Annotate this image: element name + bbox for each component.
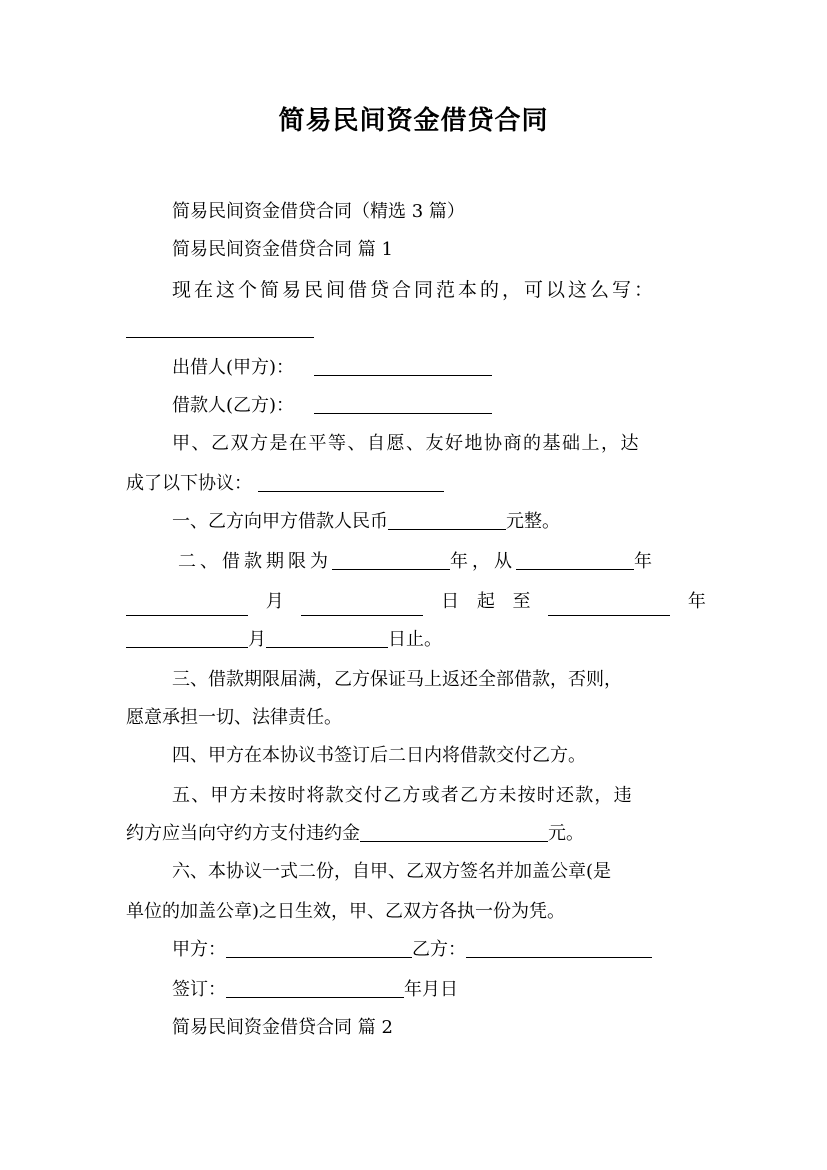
clause-2-year-char: 年: [634, 551, 656, 572]
clause-5-suffix: 元。: [548, 823, 584, 844]
clause-5-penalty-blank: [360, 823, 548, 842]
party-a-label: 甲方：: [172, 939, 226, 960]
lender-line: [126, 354, 752, 382]
clause-1-prefix: 一、乙方向甲方借款人民币: [172, 511, 388, 532]
signed-label: 签订：: [172, 979, 226, 1000]
clause-5-line-1: 五、甲方未按时将款交付乙方或者乙方未按时还款，违: [172, 785, 633, 806]
agreement-blank: [258, 473, 444, 492]
intro-blank-line: [126, 319, 314, 338]
clause-2-end-year-blank: [548, 597, 670, 616]
clause-5-line-2: [126, 820, 706, 848]
borrower-line: [126, 392, 752, 420]
clause-6-line-2: 单位的加盖公章)之日生效，甲、乙双方各执一份为凭。: [126, 901, 566, 922]
clause-2-qi-char: 起: [476, 591, 495, 612]
clause-2-zhi-char: 至: [512, 591, 531, 612]
agreement-line-1: 甲、乙双方是在平等、自愿、友好地协商的基础上，达: [172, 433, 640, 454]
borrower-blank: [314, 395, 492, 414]
clause-2-line-3: [126, 626, 706, 654]
agreement-text: 成了以下协议：: [126, 473, 252, 494]
clause-6-line-1: 六、本协议一式二份，自甲、乙双方签名并加盖公章(是: [172, 861, 612, 882]
clause-2-end-year-char: 年: [687, 591, 706, 612]
clause-2-end-month-char: 月: [248, 629, 266, 650]
subtitle: 简易民间资金借贷合同（精选 3 篇）: [172, 201, 465, 222]
intro-blank: [126, 316, 706, 344]
clause-4: 四、甲方在本协议书签订后二日内将借款交付乙方。: [172, 745, 586, 766]
clause-2-from: 年，从: [450, 551, 516, 572]
clause-2-period-blank: [332, 551, 450, 570]
clause-2-prefix: 二、借款期限为: [178, 551, 332, 572]
clause-3-line-1: 三、借款期限届满，乙方保证马上返还全部借款，否则，: [172, 669, 622, 690]
intro-paragraph: [126, 276, 706, 304]
clause-1: [126, 508, 752, 536]
part1-heading: 简易民间资金借贷合同 篇 1: [172, 239, 393, 260]
party-b-label: 乙方：: [412, 939, 466, 960]
signed-date-suffix: 年月日: [404, 979, 458, 1000]
signed-date-blank: [226, 979, 404, 998]
clause-2-line-1: [126, 548, 758, 576]
clause-2-end-day-blank: [266, 629, 388, 648]
clause-2-day-char: 日: [441, 591, 460, 612]
lender-label: 出借人(甲方)：: [172, 357, 295, 378]
part2-heading: 简易民间资金借贷合同 篇 2: [172, 1017, 393, 1038]
party-a-blank: [226, 939, 412, 958]
agreement-line-2: [126, 470, 706, 498]
clause-2-start-month-blank: [126, 597, 248, 616]
clause-2-month-char: 月: [265, 591, 284, 612]
clause-2-end-text: 日止。: [388, 629, 442, 650]
intro-text: 现在这个简易民间借贷合同范本的，可以这么写：: [172, 279, 657, 301]
clause-5-prefix: 约方应当向守约方支付违约金: [126, 823, 360, 844]
clause-2-start-year-blank: [516, 551, 634, 570]
party-signature-line: [126, 936, 752, 964]
clause-2-start-day-blank: [301, 597, 423, 616]
borrower-label: 借款人(乙方)：: [172, 395, 295, 416]
lender-blank: [314, 357, 492, 376]
document-title: 简易民间资金借贷合同: [278, 106, 549, 136]
clause-3-line-2: 愿意承担一切、法律责任。: [126, 707, 342, 728]
clause-1-suffix: 元整。: [506, 511, 560, 532]
signed-date-line: [126, 976, 752, 1004]
clause-2-end-month-blank: [126, 629, 248, 648]
clause-2-line-2: [126, 588, 706, 616]
party-b-blank: [466, 939, 652, 958]
clause-1-amount-blank: [388, 511, 506, 530]
